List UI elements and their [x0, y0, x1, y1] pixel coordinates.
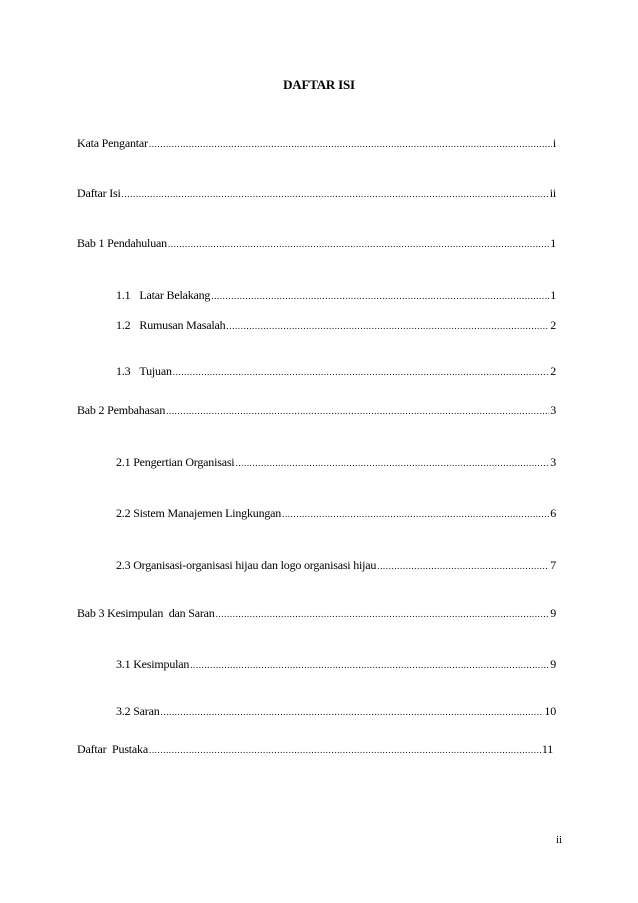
toc-entry-text: Tujuan	[139, 364, 172, 378]
toc-entry-bab-1[interactable]	[77, 236, 556, 250]
toc-entry-pengertian-organisasi[interactable]	[116, 455, 556, 469]
toc-entry-page: 3	[550, 455, 556, 469]
toc-entry-label	[116, 318, 225, 332]
toc-entry-organisasi-hijau[interactable]	[116, 558, 556, 572]
toc-entry-text: Rumusan Masalah	[139, 318, 226, 332]
toc-entry-label: 3.1 Kesimpulan	[116, 657, 190, 671]
dot-leader	[122, 187, 549, 201]
toc-entry-sistem-manajemen-lingkungan[interactable]	[116, 506, 556, 520]
toc-entry-rumusan-masalah[interactable]	[116, 318, 556, 332]
toc-entry-number: 1.3	[116, 364, 131, 378]
toc-entry-kata-pengantar[interactable]	[77, 136, 556, 150]
dot-leader	[211, 289, 549, 303]
toc-entry-page: 1	[550, 288, 556, 302]
toc-entry-page: 11	[541, 742, 553, 756]
page-title: DAFTAR ISI	[283, 77, 355, 92]
toc-entry-saran[interactable]	[116, 704, 556, 718]
dot-leader	[173, 365, 549, 379]
toc-entry-label: 2.2 Sistem Manajemen Lingkungan	[116, 506, 282, 520]
dot-leader	[377, 559, 549, 573]
toc-entry-label: Daftar Isi	[77, 186, 121, 200]
toc-entry-label	[116, 288, 210, 302]
toc-entry-text: Latar Belakang	[139, 288, 211, 302]
toc-entry-label: 2.1 Pengertian Organisasi	[116, 455, 235, 469]
dot-leader	[161, 705, 544, 719]
dot-leader	[166, 404, 549, 418]
toc-entry-number: 1.2	[116, 318, 131, 332]
toc-entry-bab-3[interactable]	[77, 606, 556, 620]
toc-entry-page: 10	[544, 704, 556, 718]
toc-entry-page: 7	[550, 558, 556, 572]
toc-entry-kesimpulan[interactable]	[116, 657, 556, 671]
toc-entry-page: i	[552, 136, 556, 150]
toc-entry-bab-2[interactable]	[77, 403, 556, 417]
page-number: ii	[556, 834, 563, 846]
toc-entry-label: Kata Pengantar	[77, 136, 148, 150]
toc-entry-number: 1.1	[116, 288, 131, 302]
toc-entry-page: 3	[550, 403, 556, 417]
toc-entry-daftar-pustaka[interactable]	[77, 742, 553, 756]
dot-leader	[235, 456, 549, 470]
toc-entry-page: 2	[550, 364, 556, 378]
dot-leader	[282, 507, 549, 521]
dot-leader	[226, 319, 549, 333]
dot-leader	[149, 743, 541, 757]
dot-leader	[149, 137, 552, 151]
toc-entry-label: Daftar Pustaka	[77, 742, 148, 756]
toc-entry-page: 2	[550, 318, 556, 332]
toc-entry-page: 9	[550, 657, 556, 671]
toc-entry-page: 9	[550, 606, 556, 620]
toc-entry-latar-belakang[interactable]	[116, 288, 556, 302]
toc-entry-label: 3.2 Saran	[116, 704, 160, 718]
toc-entry-label: Bab 1 Pendahuluan	[77, 236, 167, 250]
toc-entry-page: ii	[549, 186, 556, 200]
toc-entry-label: Bab 2 Pembahasan	[77, 403, 166, 417]
dot-leader	[168, 237, 549, 251]
toc-entry-tujuan[interactable]	[116, 364, 556, 378]
toc-entry-label	[116, 364, 172, 378]
toc-entry-daftar-isi[interactable]	[77, 186, 556, 200]
toc-entry-page: 1	[550, 236, 556, 250]
toc-entry-page: 6	[550, 506, 556, 520]
dot-leader	[216, 607, 550, 621]
dot-leader	[190, 658, 549, 672]
toc-entry-label: Bab 3 Kesimpulan dan Saran	[77, 606, 215, 620]
toc-entry-label: 2.3 Organisasi-organisasi hijau dan logo organisasi hijau	[116, 558, 377, 572]
